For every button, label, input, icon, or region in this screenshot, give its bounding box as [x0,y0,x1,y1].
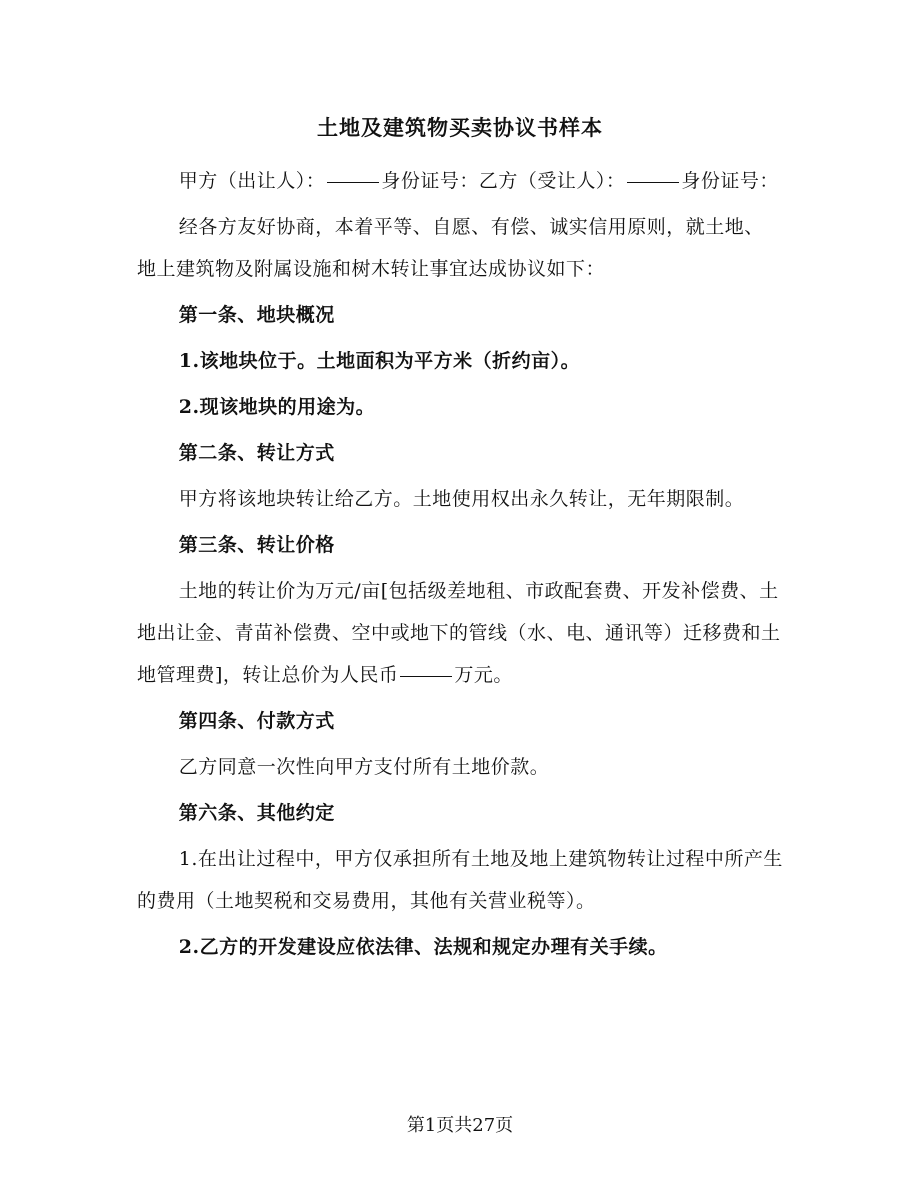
article-6-heading: 第六条、其他约定 [178,802,335,824]
article-3-text-part1: 土地的转让价为万元/亩[包括级差地租、市政配套费、开发补偿费、土地出让金、青苗补偿费、空中或地下的管线（水、电、通讯等）迁移费和土地管理费]，转让总价为人民币 [137,580,781,686]
party-b-id-label: 身份证号： [681,170,779,192]
parties-paragraph [137,160,783,202]
article-3-text-part2: 万元。 [454,664,513,686]
document-title: 土地及建筑物买卖协议书样本 [317,115,603,140]
article-3-text [137,570,783,696]
article-2-text: 甲方将该地块转让给乙方。土地使用权出永久转让，无年期限制。 [178,488,745,510]
party-a-label: 甲方（出让人）： [178,170,326,192]
party-a-blank [327,181,379,183]
article-4-heading: 第四条、付款方式 [178,710,335,732]
intro-paragraph: 经各方友好协商，本着平等、自愿、有偿、诚实信用原则，就土地、地上建筑物及附属设施和树木转让事宜达成协议如下： [137,216,764,280]
party-b-label: 身份证号：乙方（受让人）： [381,170,626,192]
article-6-item-1: 1.在出让过程中，甲方仅承担所有土地及地上建筑物转让过程中所产生的费用（土地契税和交易费用，其他有关营业税等）。 [137,848,783,912]
total-price-blank [400,675,452,677]
page-indicator: 第1页共27页 [406,1115,514,1136]
article-6-item-2: 2.乙方的开发建设应依法律、法规和规定办理有关手续。 [178,936,668,958]
article-1-heading: 第一条、地块概况 [178,304,335,326]
article-2-heading: 第二条、转让方式 [178,442,335,464]
party-b-blank [627,181,679,183]
article-1-item-2: 2.现该地块的用途为。 [178,396,376,418]
article-4-text: 乙方同意一次性向甲方支付所有土地价款。 [178,756,550,778]
article-3-heading: 第三条、转让价格 [178,534,335,556]
article-1-item-1: 1.该地块位于。土地面积为平方米（折约亩）。 [178,350,581,372]
document-body [137,160,783,972]
